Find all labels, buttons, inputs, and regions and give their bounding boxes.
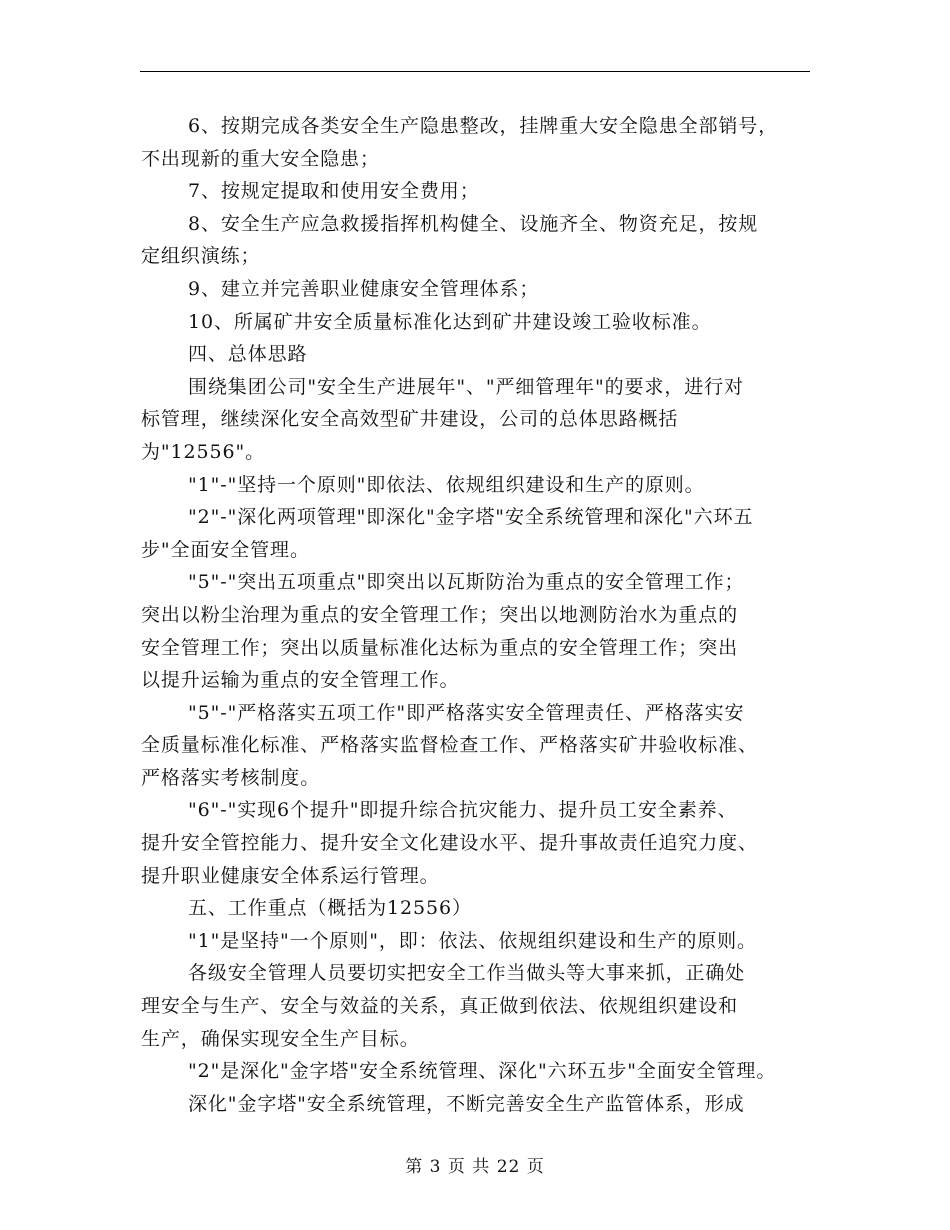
- text-line: 定组织演练；: [141, 245, 261, 268]
- text-line: 提升职业健康安全体系运行管理。: [141, 864, 440, 887]
- text-line: "1"是坚持"一个原则"，即：依法、依规组织建设和生产的原则。: [188, 929, 757, 952]
- text-line: 8、安全生产应急救援指挥机构健全、设施齐全、物资充足，按规: [188, 212, 759, 235]
- text-line: 五、工作重点（概括为12556）: [188, 897, 472, 920]
- text-line: 突出以粉尘治理为重点的安全管理工作；突出以地测防治水为重点的: [141, 603, 739, 626]
- text-line: 不出现新的重大安全隐患；: [141, 147, 380, 170]
- text-line: 围绕集团公司"安全生产进展年"、"严细管理年"的要求，进行对: [188, 375, 744, 398]
- document-body: [141, 110, 821, 1120]
- text-line: 四、总体思路: [188, 343, 308, 366]
- text-line: 7、按规定提取和使用安全费用；: [188, 180, 480, 203]
- page-number-footer: 第 3 页 共 22 页: [405, 1157, 545, 1177]
- text-line: 10、所属矿井安全质量标准化达到矿井建设竣工验收标准。: [188, 310, 712, 333]
- text-line: 6、按期完成各类安全生产隐患整改，挂牌重大安全隐患全部销号，: [188, 115, 779, 137]
- text-line: 9、建立并完善职业健康安全管理体系；: [188, 277, 540, 300]
- text-line: "2"-"深化两项管理"即深化"金字塔"安全系统管理和深化"六环五: [188, 506, 754, 529]
- text-line: 深化"金字塔"安全系统管理，不断完善安全生产监管体系，形成: [188, 1092, 745, 1115]
- text-line: "5"-"严格落实五项工作"即严格落实安全管理责任、严格落实安: [188, 701, 745, 724]
- header-rule: [140, 71, 810, 72]
- text-line: 各级安全管理人员要切实把安全工作当做头等大事来抓，正确处: [188, 962, 746, 985]
- text-line: 以提升运输为重点的安全管理工作。: [141, 669, 460, 692]
- text-line: "6"-"实现6个提升"即提升综合抗灾能力、提升员工安全素养、: [188, 799, 738, 822]
- text-line: 为"12556"。: [141, 440, 266, 463]
- text-line: "1"-"坚持一个原则"即依法、依规组织建设和生产的原则。: [188, 473, 705, 496]
- text-line: 理安全与生产、安全与效益的关系，真正做到依法、依规组织建设和: [141, 995, 739, 1018]
- text-line: 步"全面安全管理。: [141, 538, 310, 561]
- text-line: 安全管理工作；突出以质量标准化达标为重点的安全管理工作；突出: [141, 636, 739, 659]
- text-line: 全质量标准化标准、严格落实监督检查工作、严格落实矿井验收标准、: [141, 734, 758, 757]
- text-line: 标管理，继续深化安全高效型矿井建设，公司的总体思路概括: [141, 408, 679, 431]
- text-line: 生产，确保实现安全生产目标。: [141, 1027, 420, 1050]
- text-line: "2"是深化"金字塔"安全系统管理、深化"六环五步"全面安全管理。: [188, 1060, 777, 1083]
- text-line: 提升安全管控能力、提升安全文化建设水平、提升事故责任追究力度、: [141, 832, 758, 855]
- text-line: "5"-"突出五项重点"即突出以瓦斯防治为重点的安全管理工作；: [188, 571, 745, 594]
- text-line: 严格落实考核制度。: [141, 766, 321, 789]
